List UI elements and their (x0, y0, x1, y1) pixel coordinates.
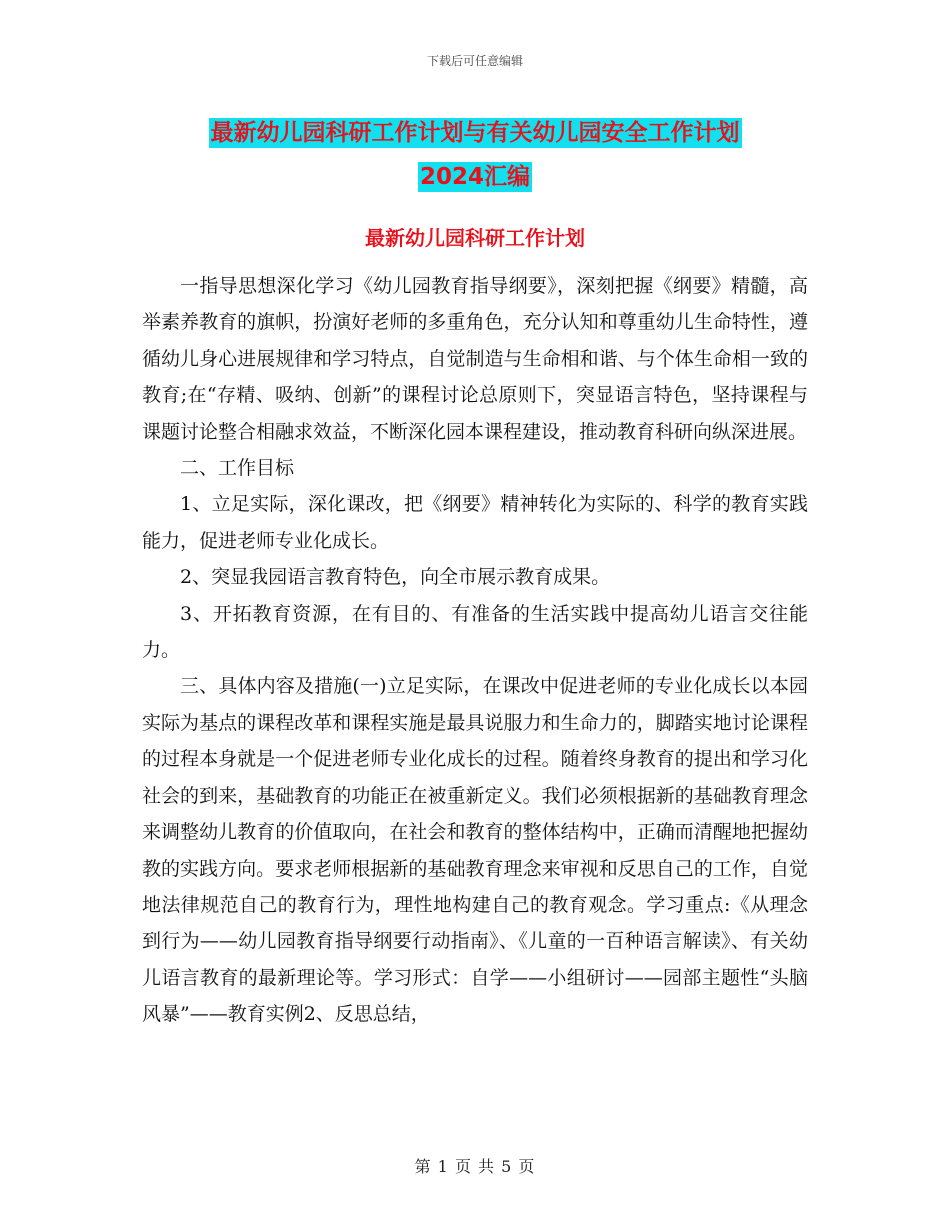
document-title-line-1 (0, 114, 950, 147)
paragraph-measures: 三、具体内容及措施(一)立足实际，在课改中促进老师的专业化成长以本园实际为基点的课程改革和课程实施是最具说服力和生命力的，脚踏实地讨论课程的过程本身就是一个促进老师专业化成长的过程。随着终身教育的提出和学习化社会的到来，基础教育的功能正在被重新定义。我们必须根据新的基础教育理念来调整幼儿教育的价值取向，在社会和教育的整体结构中，正确而清醒地把握幼教的实践方向。要求老师根据新的基础教育理念来审视和反思自己的工作，自觉地法律规范自己的教育行为，理性地构建自己的教育观念。学习重点:《从理念到行为——幼儿园教育指导纲要行动指南》、《儿童的一百种语言解读》、有关幼儿语言教育的最新理论等。学习形式：自学——小组研讨——园部主题性“头脑风暴”——教育实例2、反思总结， (142, 675, 808, 1026)
paragraph-goal-1: 1、立足实际，深化课改，把《纲要》精神转化为实际的、科学的教育实践能力，促进老师专业化成长。 (142, 493, 808, 552)
body-text (142, 268, 808, 1033)
paragraph-goals-heading: 二、工作目标 (180, 457, 295, 480)
section-title: 最新幼儿园科研工作计划 (365, 226, 585, 250)
paragraph-goal-3: 3、开拓教育资源，在有目的、有准备的生活实践中提高幼儿语言交往能力。 (142, 602, 808, 662)
document-title-line-2 (0, 158, 950, 191)
title-highlight-1: 最新幼儿园科研工作计划与有关幼儿园安全工作计划 (210, 120, 740, 146)
header-note: 下载后可任意编辑 (426, 54, 523, 68)
title-highlight-2: 2024汇编 (419, 164, 530, 190)
paragraph-goal-2: 2、突显我园语言教育特色，向全市展示教育成果。 (180, 566, 611, 589)
paragraph-guiding-ideology: 一指导思想深化学习《幼儿园教育指导纲要》，深刻把握《纲要》精髓，高举素养教育的旗帜，扮演好老师的多重角色，充分认知和尊重幼儿生命特性，遵循幼儿身心进展规律和学习特点，自觉制造与生命相和谐、与个体生命相一致的教育;在“存精、吸纳、创新”的课程讨论总原则下，突显语言特色，坚持课程与课题讨论整合相融求效益，不断深化园本课程建设，推动教育科研向纵深进展。 (142, 275, 808, 443)
page-number: 第 1 页 共 5 页 (414, 1157, 536, 1176)
